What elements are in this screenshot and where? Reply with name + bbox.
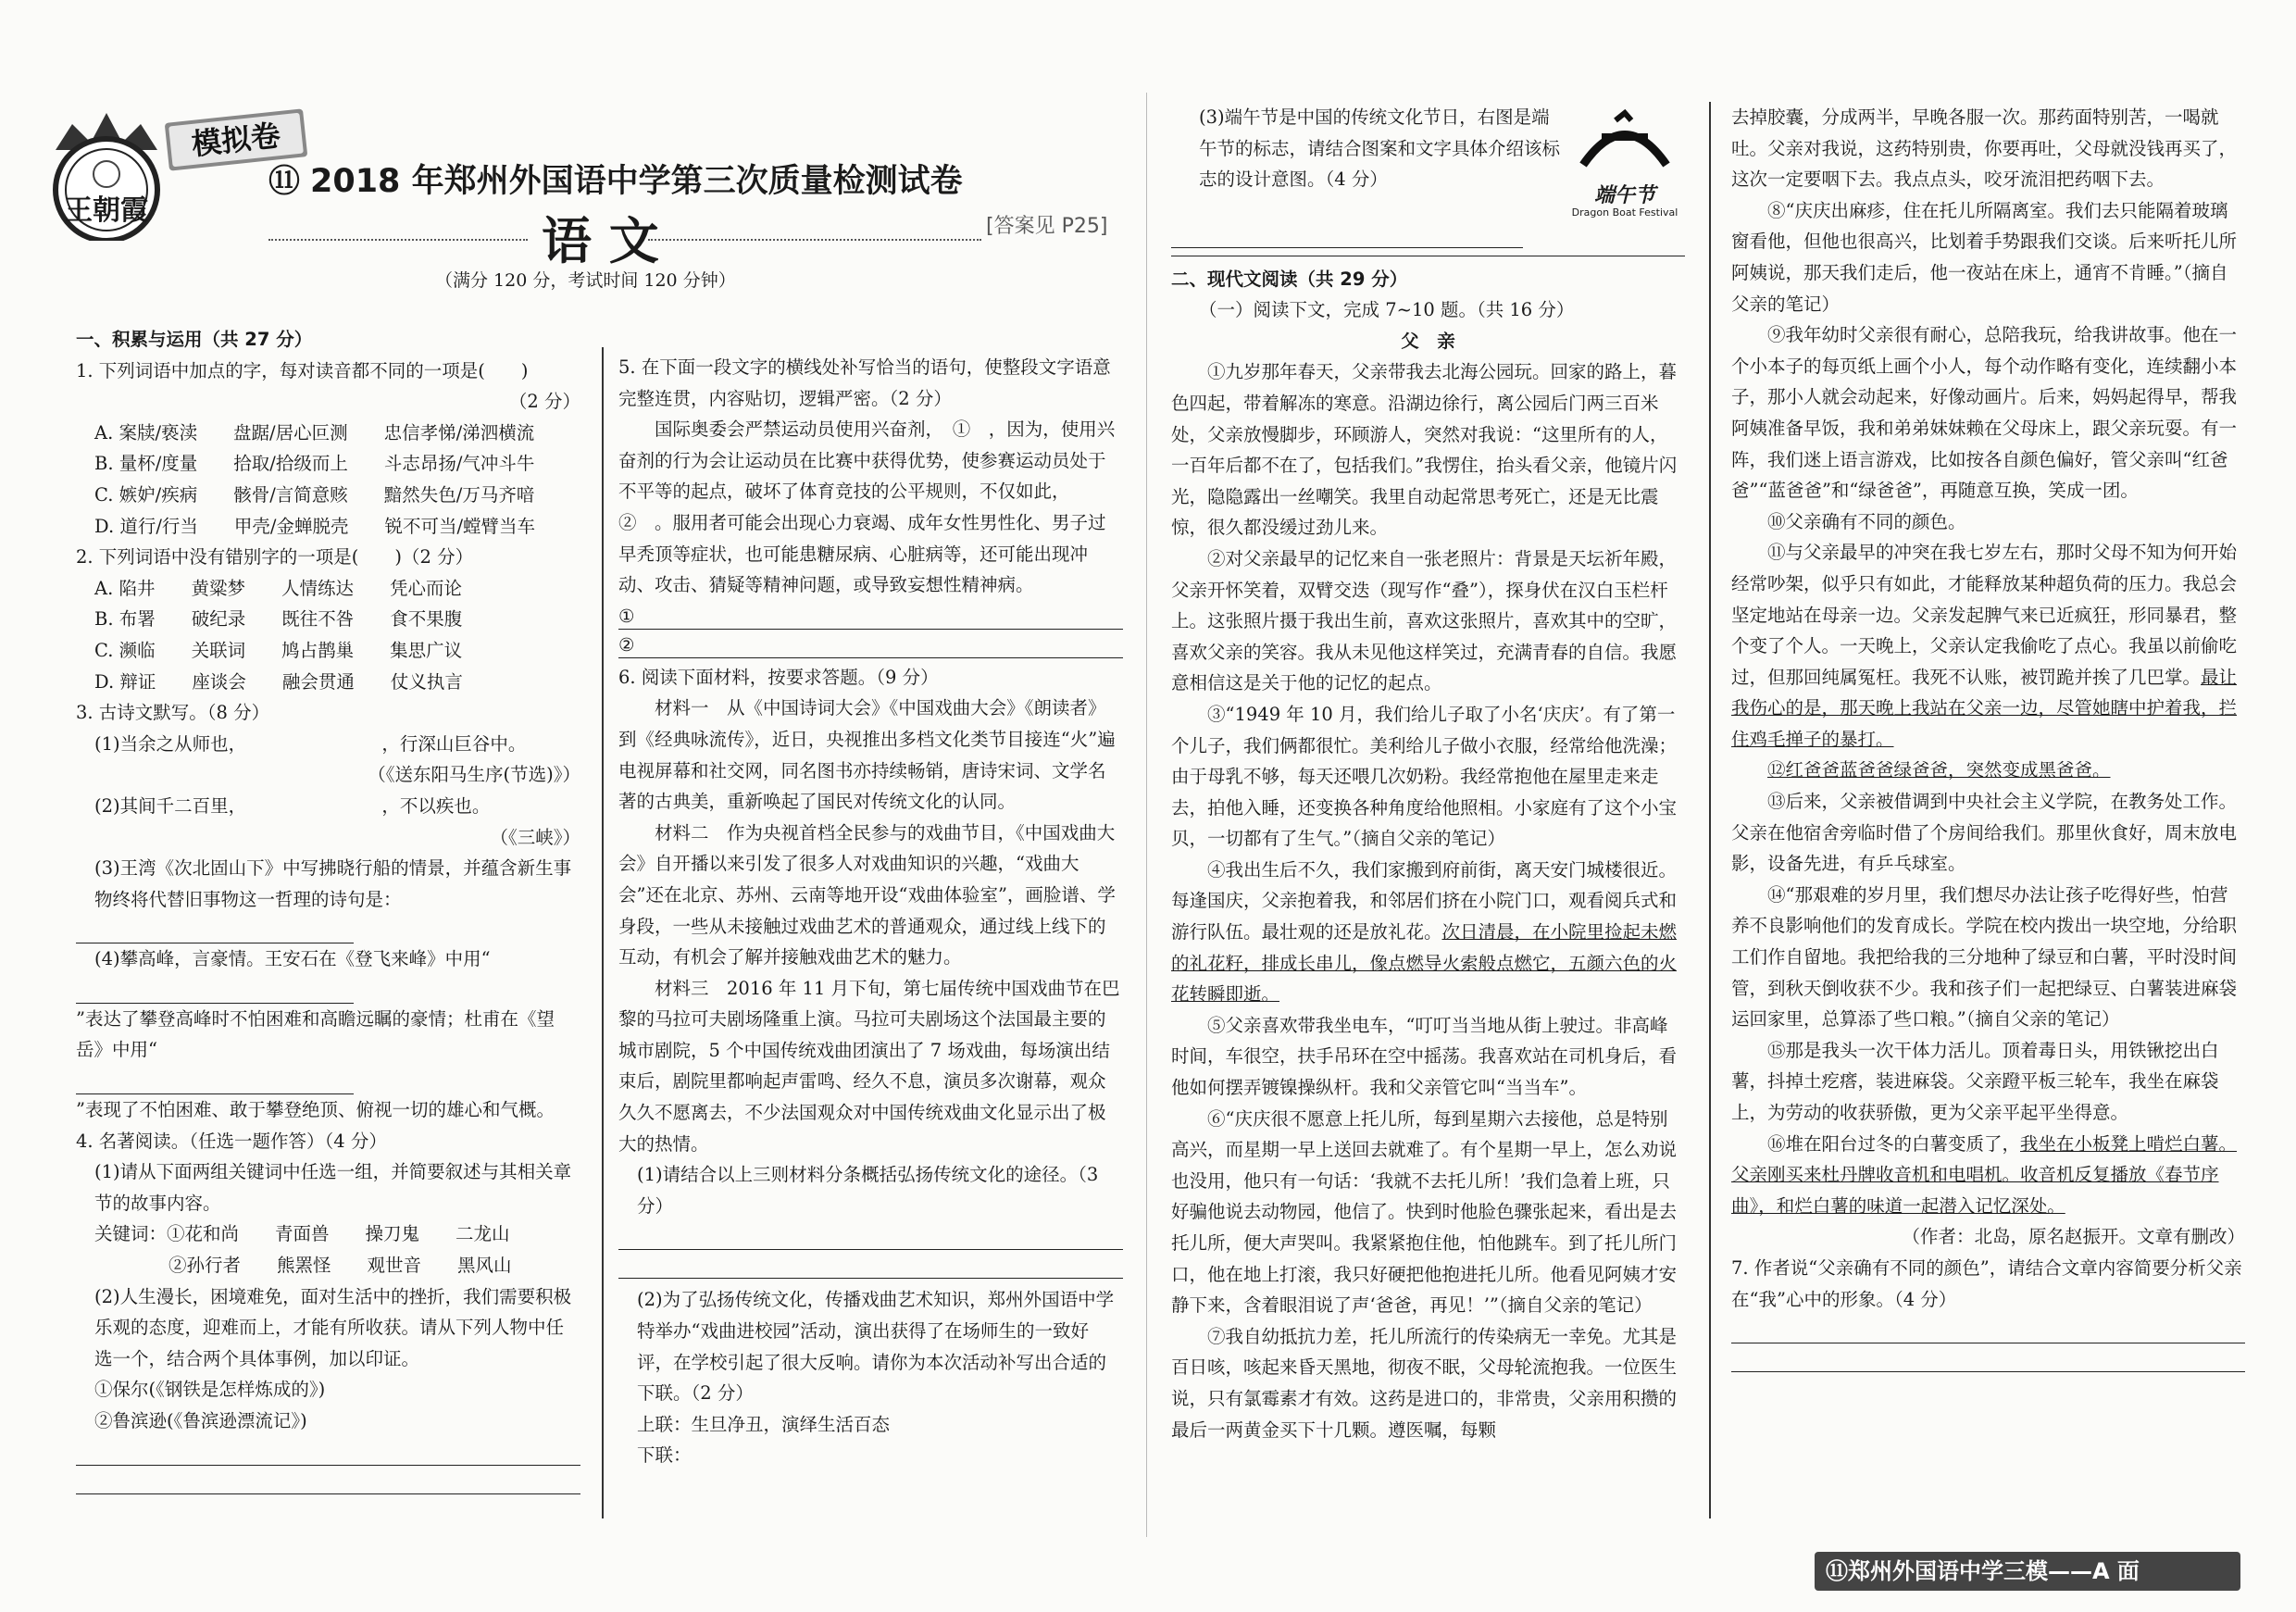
- page-footer: [1815, 1552, 2240, 1591]
- paragraph-1: ①九岁那年春天，父亲带我去北海公园玩。回家的路上，暮色四起，带着解冻的寒意。沿湖边徐行，离公园后门两三百米处，父亲放慢脚步，环顾游人，突然对我说：“这里所有的人，一百年后都不在了，包括我们。”我愣住，抬头看父亲，他镜片闪光，隐隐露出一丝嘲笑。我里自动起常思考死亡，还是无比震惊，很久都没缓过劲儿来。: [1171, 361, 1678, 539]
- section-2-heading: 二、现代文阅读（共 29 分）: [1171, 268, 1408, 290]
- q1-option-c: C. 嫉妒/疾病 骸骨/言简意赅 黯然失色/万马齐喑: [94, 483, 535, 506]
- answer-line[interactable]: [76, 1466, 580, 1494]
- paragraph-4: [1171, 855, 1685, 1010]
- author-note: （作者：北岛，原名赵振开。文章有删改）: [1902, 1226, 2245, 1248]
- title-rule: [268, 239, 528, 241]
- paragraph-2: ②对父亲最早的记忆来自一张老照片：背景是天坛祈年殿，父亲开怀笑着，双臂交迭（现写作“叠”），探身伏在汉白玉栏杆上。这张照片摄于我出生前，喜欢这张照片，喜欢其中的空旷，喜欢父亲的笑容。我从未见他这样笑过，充满青春的自信。我愿意相信这是关于他的记忆的起点。: [1171, 547, 1678, 694]
- paragraph-5: ⑤父亲喜欢带我坐电车，“叮叮当当地从街上驶过。非高峰时间，车很空，扶手吊环在空中摇荡。我喜欢站在司机身后，看他如何摆弄镀镍操纵杆。我和父亲管它叫“当当车”。: [1171, 1014, 1678, 1099]
- answer-line[interactable]: [618, 1250, 1123, 1279]
- column-4: [1731, 102, 2245, 1372]
- answer-line[interactable]: [76, 915, 354, 943]
- exam-title: 2018 年郑州外国语中学第三次质量检测试卷: [310, 163, 963, 200]
- paragraph-6: ⑥“庆庆很不愿意上托儿所，每到星期六去接他，总是特别高兴，而星期一早上送回去就难了。有个星期一早上，怎么劝说也没用，他只有一句话：‘我就不去托儿所！’我们急着上班，只好骗他说去动物园，他信了。快到时他脸色骤张起来，看出是去托儿所，便大声哭叫。我紧紧抱住他，怕他跳车。到了托儿所门口，他在地上打滚，我只好硬把他抱进托儿所。他看见阿姨才安静下来，含着眼泪说了声‘爸爸，再见！’”（摘自父亲的笔记）: [1171, 1107, 1678, 1317]
- paragraph-4-text: ④我出生后不久，我们家搬到府前街，离天安门城楼很近。每逢国庆，父亲抱着我，和邻居们挤在小院门口，观看阅兵式和游行队伍。最壮观的还是放礼花。: [1171, 858, 1678, 943]
- q2-option-d: D. 辩证 座谈会 融会贯通 仗义执言: [94, 670, 463, 693]
- q3-3: (3)王湾《次北固山下》中写拂晓行船的情景，并蕴含新生事物终将代替旧事物这一哲理的诗句是：: [94, 857, 572, 910]
- question-5: 5. 在下面一段文字的横线处补写恰当的语句，使整段文字语意完整连贯，内容贴切，逻辑严密。（2 分）: [618, 356, 1111, 409]
- paragraph-7-cont: 去掉胶囊，分成两半，早晚各服一次。那药面特别苦，一喝就吐。父亲对我说，这药特别贵，你要再吐，父母就没钱再买了，这次一定要咽下去。我点点头，咬牙流泪把药咽下去。: [1731, 106, 2238, 191]
- center-fold: [1146, 93, 1147, 1537]
- q3-1-source: （《送东阳马生序(节选)》）: [368, 764, 580, 786]
- q5-answer-1[interactable]: [618, 601, 1123, 630]
- paragraph-16: [1731, 1129, 2245, 1222]
- paragraph-8: ⑧“庆庆出麻疹，住在托儿所隔离室。我们去只能隔着玻璃窗看他，但他也很高兴，比划着手势跟我们交谈。后来听托儿所阿姨说，那天我们走后，他一夜站在床上，通宵不肯睡。”（摘自父亲的笔记）: [1731, 199, 2238, 315]
- q3-1: (1)当余之从师也， ，行深山巨谷中。: [94, 732, 527, 755]
- answer-ref: [答案见 P25]: [986, 215, 1108, 238]
- column-3: [1171, 102, 1685, 1445]
- article-title: 父 亲: [1401, 330, 1455, 352]
- column-2: [618, 352, 1123, 1471]
- paragraph-3: ③“1949 年 10 月，我们给儿子取了小名‘庆庆’。有了第一个儿子，我们俩都很忙。美利给儿子做小衣服，经常给他洗澡；由于母乳不够，每天还喂几次奶粉。我经常抱他在屋里走来走去，拍他入睡，还变换各种角度给他照相。小家庭有了这个小宝贝，一切都有了生气。”（摘自父亲的笔记）: [1171, 703, 1678, 850]
- q4-keywords-1: 关键词：①花和尚 青面兽 操刀鬼 二龙山: [94, 1223, 510, 1245]
- material-1: 材料一 从《中国诗词大会》《中国戏曲大会》《朗读者》到《经典咏流传》，近日，央视推出多档文化类节目接连“火”遍电视屏幕和社交网，同名图书亦持续畅销，唐诗宋词、文学名著的古典美，重新唤起了国民对传统文化的认同。: [618, 697, 1116, 813]
- paragraph-11-underlined: 最让我伤心的是，那天晚上我站在父亲一边，尽管她瞎中护着我，拦住鸡毛掸子的暴打。: [1731, 666, 2238, 750]
- q3-4a: (4)攀高峰，言豪情。王安石在《登飞来峰》中用“: [94, 948, 491, 970]
- q6-2-lower: 下联：: [637, 1444, 692, 1467]
- paragraph-16-underlined: 我坐在小板凳上啃烂白薯。父亲刚买来杜丹牌收音机和电唱机。收音机反复播放《春节序曲》，和烂白薯的味道一起潜入记忆深处。: [1731, 1132, 2238, 1217]
- q1-option-a: A. 案牍/亵渎 盘踞/居心叵测 忠信孝悌/涕泗横流: [94, 421, 535, 444]
- q4-person-2: ②鲁滨逊(《鲁滨逊漂流记》): [94, 1410, 307, 1431]
- q4-2: (2)人生漫长，困境难免，面对生活中的挫折，我们需要积极乐观的态度，迎难而上，才能有所收获。请从下列人物中任选一个，结合两个具体事例，加以印证。: [94, 1285, 572, 1369]
- subject-title: 语 文: [542, 212, 659, 270]
- q6-2-upper: 上联：生旦净丑，演绎生活百态: [637, 1413, 891, 1435]
- subsection-1: （一）阅读下文，完成 7~10 题。（共 16 分）: [1199, 299, 1575, 321]
- separator-1: [602, 347, 604, 1518]
- paragraph-16-text: ⑯堆在阳台过冬的白薯变质了，: [1767, 1132, 2021, 1155]
- answer-line[interactable]: [1731, 1343, 2245, 1372]
- logo-cn: 端午节: [1593, 182, 1655, 207]
- exam-info: （满分 120 分，考试时间 120 分钟）: [435, 270, 736, 291]
- question-2: 2. 下列词语中没有错别字的一项是( )（2 分）: [76, 546, 474, 569]
- answer-line[interactable]: [76, 1437, 580, 1466]
- paragraph-9: ⑨我年幼时父亲很有耐心，总陪我玩，给我讲故事。他在一个小本子的每页纸上画个小人，每个动作略有变化，连续翻小本子，那小人就会动起来，好像动画片。后来，妈妈起得早，帮我阿姨准备早饭，我和弟弟妹妹赖在父母床上，跟父亲玩耍。有一阵，我们迷上语言游戏，比如按各自颜色偏好，管父亲叫“红爸爸”“蓝爸爸”和“绿爸爸”，再随意互换，笑成一团。: [1731, 324, 2238, 502]
- question-1: 1. 下列词语中加点的字，每对读音都不同的一项是( ): [76, 359, 529, 381]
- q1-option-d: D. 道行/行当 甲壳/金蝉脱壳 锐不可当/螳臂当车: [94, 515, 536, 537]
- section-1-heading: 一、积累与运用（共 27 分）: [76, 329, 313, 350]
- question-7: 7. 作者说“父亲确有不同的颜色”，请结合文章内容简要分析父亲在“我”心中的形象。（4 分）: [1731, 1256, 2242, 1310]
- q3-2-source: （《三峡》）: [490, 826, 580, 848]
- answer-line[interactable]: [1731, 1315, 2245, 1343]
- question-3: 3. 古诗文默写。（8 分）: [76, 702, 270, 724]
- q2-option-c: C. 濒临 关联词 鸠占鹊巢 集思广议: [94, 639, 463, 661]
- q2-option-b: B. 布署 破纪录 既往不咎 食不果腹: [94, 608, 463, 631]
- material-3: 材料三 2016 年 11 月下旬，第七届传统中国戏曲节在巴黎的马拉可夫剧场隆重上演。马拉可夫剧场这个法国最主要的城市剧院，5 个中国传统戏曲团演出了 7 场戏曲，每场演出结束后，剧院里都响起声雷鸣、经久不息，演员多次谢幕，观众久久不愿离去，不少法国观众对中国传统戏曲文化显示出了极大的热情。: [618, 977, 1120, 1155]
- paragraph-15: ⑮那是我头一次干体力活儿。顶着毒日头，用铁锹挖出白薯，抖掉土疙瘩，装进麻袋。父亲蹬平板三轮车，我坐在麻袋上，为劳动的收获骄傲，更为父亲平起平坐得意。: [1731, 1039, 2219, 1123]
- paragraph-12: ⑫红爸爸蓝爸爸绿爸爸，突然变成黑爸爸。: [1767, 759, 2111, 781]
- answer-line[interactable]: [76, 975, 354, 1004]
- blank-2-label: ②: [618, 633, 635, 656]
- q1-option-b: B. 量杯/度量 拾取/拾级而上 斗志昂扬/气冲斗牛: [94, 453, 535, 475]
- q6-2: (2)为了弘扬传统文化，传播戏曲艺术知识，郑州外国语中学特举办“戏曲进校园”活动，演出获得了在场师生的一致好评，在学校引起了很大反响。请你为本次活动补写出合适的下联。（2 分）: [637, 1289, 1115, 1405]
- logo: [37, 102, 176, 241]
- question-4: 4. 名著阅读。（任选一题作答）（4 分）: [76, 1130, 387, 1152]
- q3-4b: ”表达了攀登高峰时不怕困难和高瞻远瞩的豪情；杜甫在《望岳》中用“: [76, 1007, 555, 1061]
- ribbon-text: 模拟卷: [168, 113, 304, 168]
- question-6: 6. 阅读下面材料，按要求答题。（9 分）: [618, 666, 939, 688]
- paragraph-7: ⑦我自幼抵抗力差，托儿所流行的传染病无一幸免。尤其是百日咳，咳起来昏天黑地，彻夜不眠，父母轮流抱我。一位医生说，只有氯霉素才有效。这药是进口的，非常贵，父亲用积攒的最后一两黄金买下十几颗。遵医嘱，每颗: [1171, 1325, 1678, 1441]
- q6-1: (1)请结合以上三则材料分条概括弘扬传统文化的途径。（3 分）: [637, 1164, 1099, 1217]
- q6-3: (3)端午节是中国的传统文化节日，右图是端午节的标志，请结合图案和文字具体介绍该标志的设计意图。（4 分）: [1199, 106, 1561, 191]
- q5-passage: 国际奥委会严禁运动员使用兴奋剂， ① ，因为，使用兴奋剂的行为会让运动员在比赛中获得优势，使参赛运动员处于不平等的起点，破坏了体育竞技的公平规则，不仅如此， ② 。服用者可能会出现心力衰竭、成年女性男性化、男子过早秃顶等症状，也可能患糖尿病、心脏病等，还可能出现冲动、攻击、猜疑等精神问题，或导致妄想性精神病。: [618, 419, 1116, 596]
- footer-label: ⑪郑州外国语中学三模——A 面: [1826, 1558, 2140, 1584]
- paragraph-4-underlined: 次日清晨，在小院里捡起未燃的礼花籽，排成长串儿，像点燃导火索般点燃它，五颜六色的火花转瞬即逝。: [1171, 921, 1678, 1006]
- paragraph-10: ⑩父亲确有不同的颜色。: [1767, 510, 1966, 532]
- logo-en: Dragon Boat Festival: [1571, 206, 1678, 219]
- paragraph-11-text: ⑪与父亲最早的冲突在我七岁左右，那时父母不知为何开始经常吵架，似乎只有如此，才能释放某种超负荷的压力。我总会坚定地站在母亲一边。父亲发起脾气来已近疯狂，形同暴君，整个变了个人。一天晚上，父亲认定我偷吃了点心。我虽以前偷吃过，但那回纯属冤枉。我死不认账，被罚跪并挨了几巴掌。: [1731, 542, 2238, 688]
- logo-text: 王朝霞: [65, 194, 148, 227]
- q4-1: (1)请从下面两组关键词中任选一组，并简要叙述与其相关章节的故事内容。: [94, 1161, 572, 1214]
- question-1-score: （2 分）: [508, 391, 580, 413]
- exam-number: ⑪: [268, 163, 300, 200]
- material-2: 材料二 作为央视首档全民参与的戏曲节目，《中国戏曲大会》自开播以来引发了很多人对戏曲知识的兴趣，“戏曲大会”还在北京、苏州、云南等地开设“戏曲体验室”，画脸谱、学身段，一些从未接触过戏曲艺术的普通观众，通过线上线下的互动，有机会了解并接触戏曲艺术的魅力。: [618, 821, 1116, 968]
- q4-keywords-2: ②孙行者 熊罴怪 观世音 黑风山: [168, 1255, 512, 1277]
- paragraph-11: [1731, 537, 2245, 755]
- q2-option-a: A. 陷井 黄粱梦 人情练达 凭心而论: [94, 577, 462, 599]
- dragon-boat-icon: [1574, 109, 1676, 174]
- answer-line[interactable]: [76, 1066, 354, 1094]
- q3-2: (2)其间千二百里， ，不以疾也。: [94, 794, 491, 817]
- dragon-boat-logo: [1565, 102, 1685, 219]
- title-rule-right: [648, 239, 981, 241]
- paragraph-13: ⑬后来，父亲被借调到中央社会主义学院，在教务处工作。父亲在他宿舍旁临时借了个房间给我们。那里伙食好，周末放电影，设备先进，有乒乓球室。: [1731, 791, 2238, 875]
- separator-3: [1709, 102, 1711, 1518]
- column-1: [76, 324, 580, 1494]
- q4-person-1: ①保尔(《钢铁是怎样炼成的》): [94, 1379, 326, 1401]
- answer-line[interactable]: [1171, 219, 1523, 248]
- q3-4c: ”表现了不怕困难、敢于攀登绝顶、俯视一切的雄心和气概。: [76, 1099, 555, 1121]
- blank-1-label: ①: [618, 605, 635, 627]
- answer-line[interactable]: [618, 1221, 1123, 1250]
- q5-answer-2[interactable]: [618, 630, 1123, 658]
- paragraph-14: ⑭“那艰难的岁月里，我们想尽办法让孩子吃得好些，怕营养不良影响他们的发育成长。学院在校内拨出一块空地，分给职工们作自留地。我把给我的三分地种了绿豆和白薯，平时没时间管，到秋天倒收获不少。我和孩子们一起把绿豆、白薯装进麻袋运回家里，总算添了些口粮。”（摘自父亲的笔记）: [1731, 883, 2238, 1031]
